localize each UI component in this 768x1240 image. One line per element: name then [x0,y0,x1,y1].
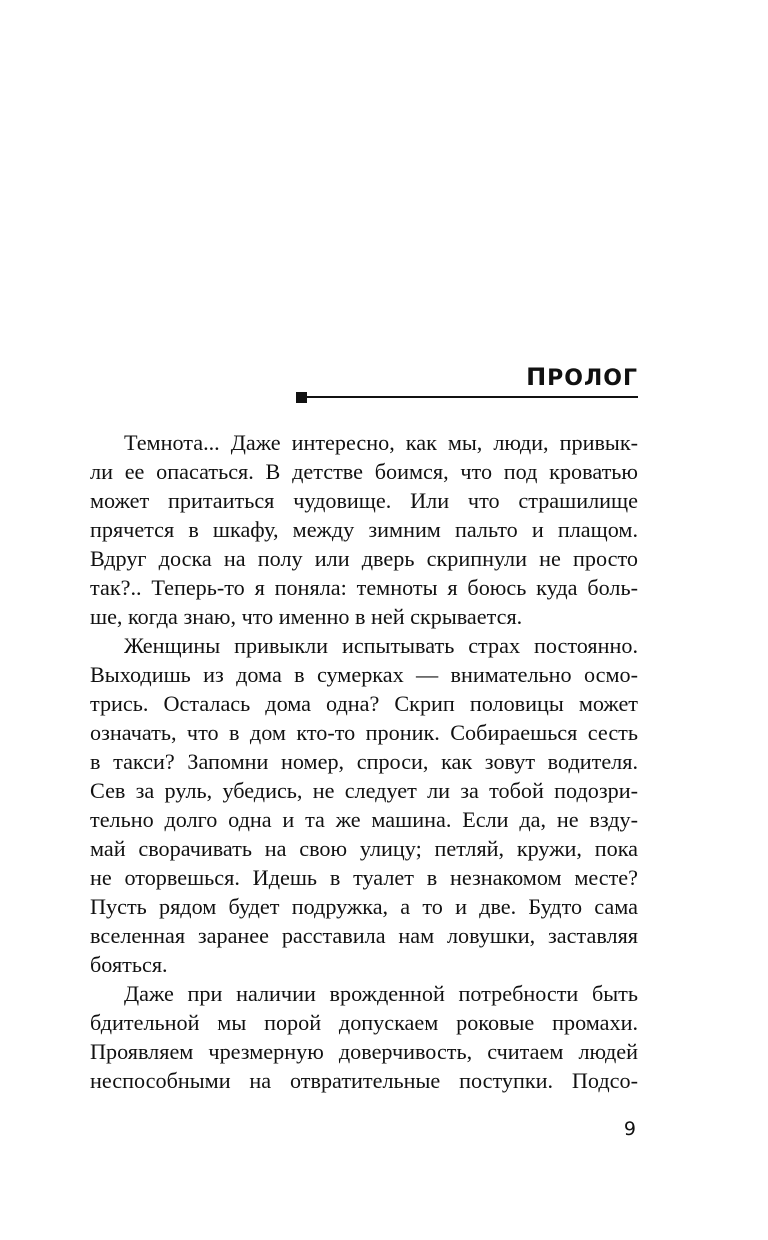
text-line: так?.. Теперь-то я поняла: темноты я боюсь куда боль- [90,575,638,600]
page-number: 9 [623,1118,636,1140]
text-line: май сворачивать на свою улицу; петляй, кружи, пока [90,836,638,861]
text-line: означать, что в дом кто-то проник. Собираешься сесть [90,720,638,745]
text-line: тельно долго одна и та же машина. Если да, не взду- [90,807,638,832]
text-line: Женщины привыкли испытывать страх постоянно. [124,633,638,658]
text-line: Пусть рядом будет подружка, а то и две. Будто сама [90,894,638,919]
text-line: неспособными на отвратительные поступки. Подсо- [90,1068,638,1093]
text-line: в такси? Запомни номер, спроси, как зовут водителя. [90,749,638,774]
text-line: не оторвешься. Идешь в туалет в незнакомом месте? [90,865,638,890]
text-line: вселенная заранее расставила нам ловушки, заставляя [90,923,638,948]
text-line: ли ее опасаться. В детстве боимся, что под кроватью [90,459,638,484]
text-line: трись. Осталась дома одна? Скрип половицы может [90,691,638,716]
chapter-body [90,428,638,1095]
chapter-title [526,362,638,394]
text-line: Темнота... Даже интересно, как мы, люди, привык- [124,430,638,455]
divider-square [296,392,307,403]
text-line: Даже при наличии врожденной потребности быть [124,981,638,1006]
text-line: Вдруг доска на полу или дверь скрипнули не просто [90,546,638,571]
text-line: бдительной мы порой допускаем роковые промахи. [90,1010,638,1035]
text-line: бояться. [90,952,168,977]
text-line: может притаиться чудовище. Или что страшилище [90,488,638,513]
text-line: Проявляем чрезмерную доверчивость, считаем людей [90,1039,638,1064]
text-line: Сев за руль, убедись, не следует ли за тобой подозри- [90,778,638,803]
divider-line [307,396,638,398]
chapter-title-text: ПРОЛОГ [526,363,638,391]
text-line: прячется в шкафу, между зимним пальто и плащом. [90,517,638,542]
text-line: Выходишь из дома в сумерках — внимательно осмо- [90,662,638,687]
chapter-divider [296,392,638,404]
text-line: ше, когда знаю, что именно в ней скрывается. [90,604,523,629]
